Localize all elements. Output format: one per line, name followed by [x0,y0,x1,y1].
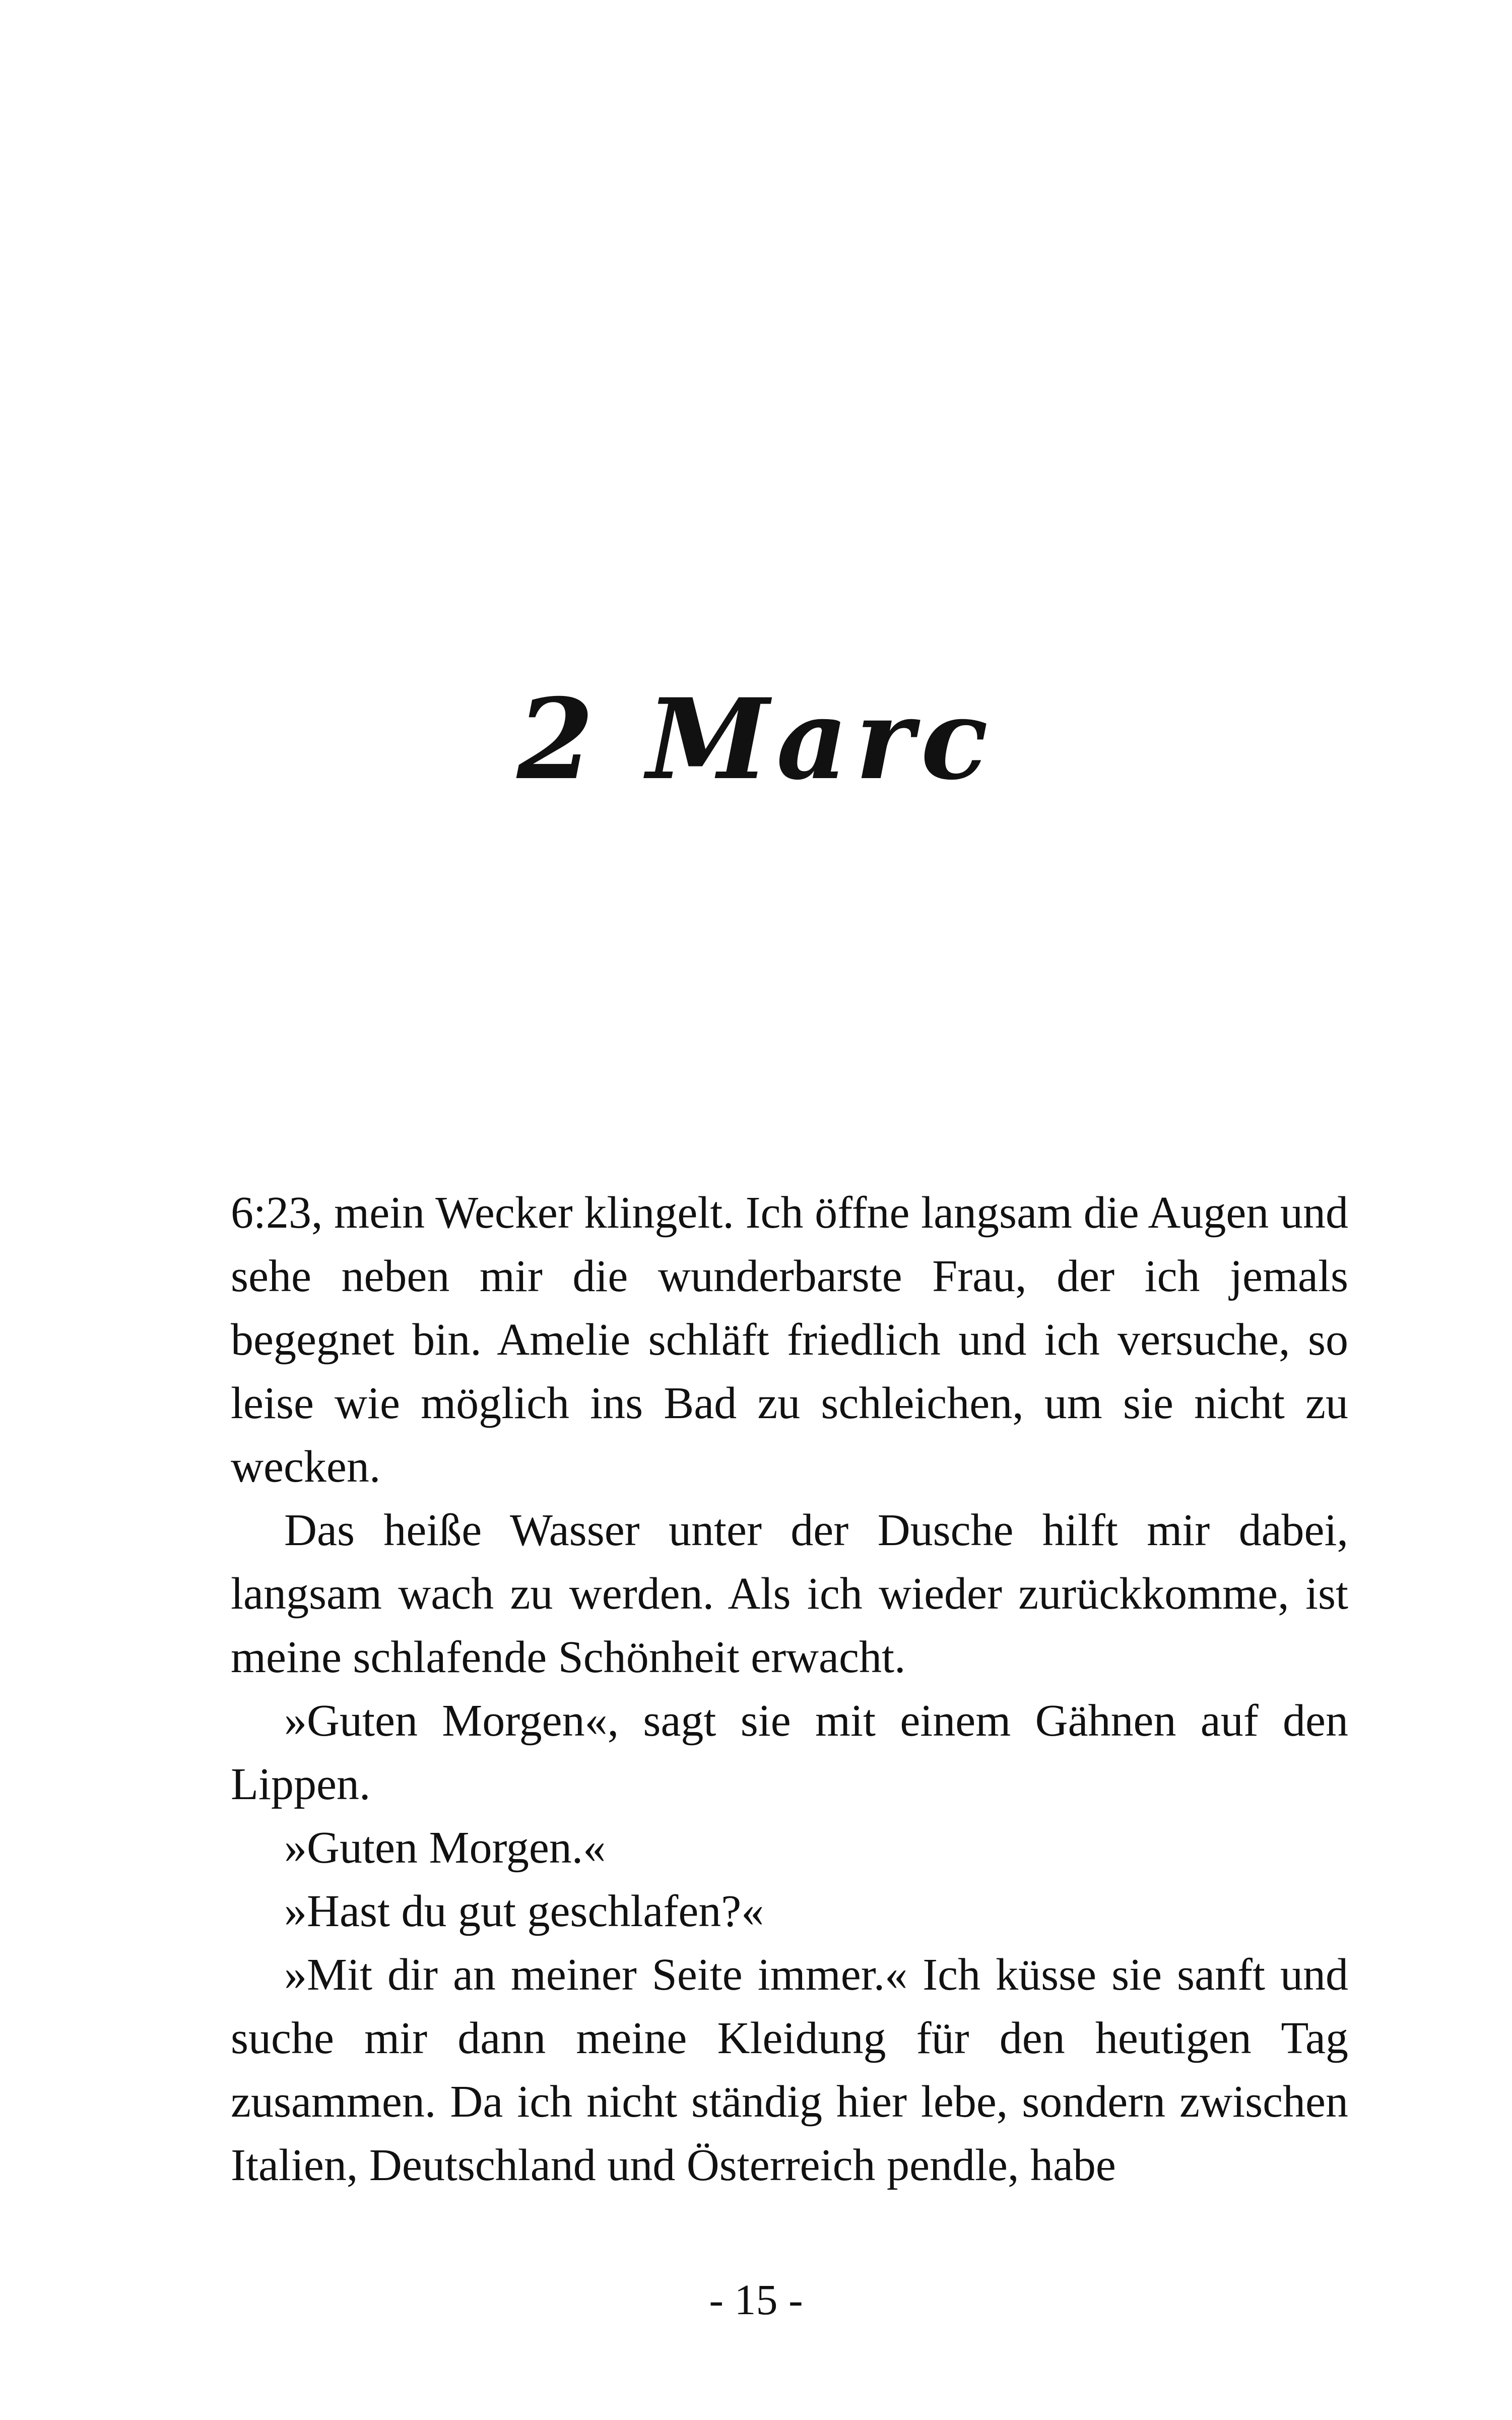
paragraph-4: »Guten Morgen.« [284,1823,606,1873]
paragraph-3: »Guten Morgen«, sagt sie mit einem Gähnen auf den Lippen. [231,1696,1348,1809]
chapter-title: 2 Marc [516,674,996,805]
chapter-body [231,1181,1348,2197]
paragraph-2: Das heiße Wasser unter der Dusche hilft mir dabei, langsam wach zu werden. Als ich wieder zurückkomme, ist meine schlafende Schönheit erwacht. [231,1505,1348,1682]
paragraph-5: »Hast du gut geschlafen?« [284,1886,764,1936]
page-number: - 15 - [709,2275,803,2324]
paragraph-1: 6:23, mein Wecker klingelt. Ich öffne langsam die Augen und sehe neben mir die wunderbarste Frau, der ich jemals begegnet bin. Amelie schläft friedlich und ich versuche, so leise wie möglich ins Bad zu schleichen, um sie nicht zu wecken. [231,1188,1348,1492]
paragraph-6: »Mit dir an meiner Seite immer.« Ich küsse sie sanft und suche mir dann meine Kleidung für den heutigen Tag zusammen. Da ich nicht ständig hier lebe, sondern zwischen Italien, Deutschland und Österreich pendle, habe [231,1950,1348,2190]
